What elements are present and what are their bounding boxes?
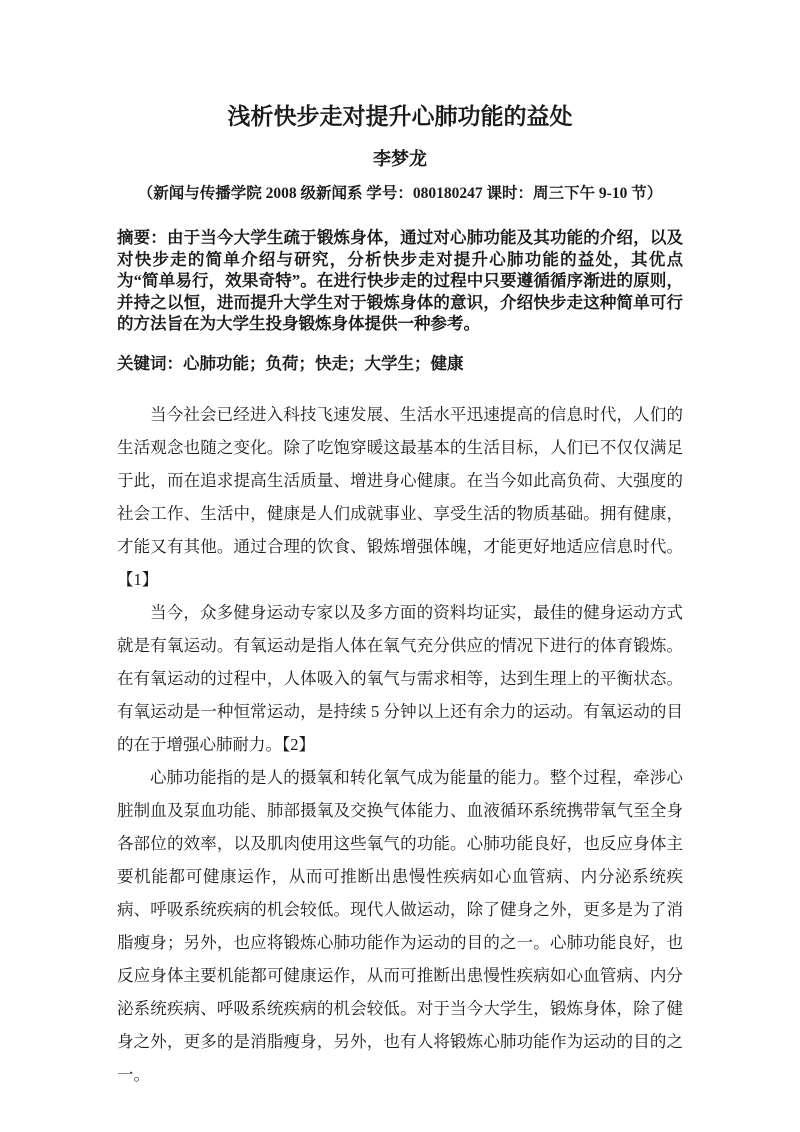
paper-affiliation: （新闻与传播学院 2008 级新闻系 学号：080180247 课时：周三下午 9-10 节） [137, 185, 663, 202]
keywords-text: 心肺功能；负荷；快走；大学生；健康 [183, 353, 464, 373]
paper-title: 浅析快步走对提升心肺功能的益处 [227, 104, 573, 129]
body-paragraph-3: 心肺功能指的是人的摄氧和转化氧气成为能量的能力。整个过程，牵涉心脏制血及泵血功能、肺部摄氧及交换气体能力、血液循环系统携带氧气至全身各部位的效率，以及肌肉使用这些氧气的功能。心肺功能良好，也反应身体主要机能都可健康运作，从而可推断出患慢性疾病如心血管病、内分泌系统疾病、呼吸系统疾病的机会较低。现代人做运动，除了健身之外，更多是为了消脂瘦身；另外，也应将锻炼心肺功能作为运动的目的之一。心肺功能良好，也反应身体主要机能都可健康运作，从而可推断出患慢性疾病如心血管病、内分泌系统疾病、呼吸系统疾病的机会较低。对于当今大学生，锻炼身体，除了健身之外，更多的是消脂瘦身，另外，也有人将锻炼心肺功能作为运动的目的之一。 [117, 767, 683, 1084]
keywords-label: 关键词： [117, 353, 183, 373]
keywords-line [117, 353, 683, 375]
body-paragraph-1: 当今社会已经进入科技飞速发展、生活水平迅速提高的信息时代，人们的生活观念也随之变化。除了吃饱穿暖这最基本的生活目标，人们已不仅仅满足于此，而在追求提高生活质量、增进身心健康。在当今如此高负荷、大强度的社会工作、生活中，健康是人们成就事业、享受生活的物质基础。拥有健康，才能又有其他。通过合理的饮食、锻炼增强体魄，才能更好地适应信息时代。【1】 [117, 404, 683, 589]
abstract-label: 摘要： [117, 228, 167, 247]
abstract-paragraph [117, 227, 683, 335]
paper-author: 李梦龙 [373, 149, 427, 169]
abstract-text: 由于当今大学生疏于锻炼身体，通过对心肺功能及其功能的介绍，以及对快步走的简单介绍与研究，分析快步走对提升心肺功能的益处，其优点为“简单易行，效果奇特”。在进行快步走的过程中只要遵循循序渐进的原则，并持之以恒，进而提升大学生对于锻炼身体的意识，介绍快步走这种简单可行的方法旨在为大学生投身锻炼身体提供一种参考。 [117, 228, 684, 333]
body-paragraph-2: 当今，众多健身运动专家以及多方面的资料均证实，最佳的健身运动方式就是有氧运动。有氧运动是指人体在氧气充分供应的情况下进行的体育锻炼。在有氧运动的过程中，人体吸入的氧气与需求相等，达到生理上的平衡状态。有氧运动是一种恒常运动，是持续 5 分钟以上还有余力的运动。有氧运动的目的在于增强心肺耐力。【2】 [117, 602, 683, 754]
